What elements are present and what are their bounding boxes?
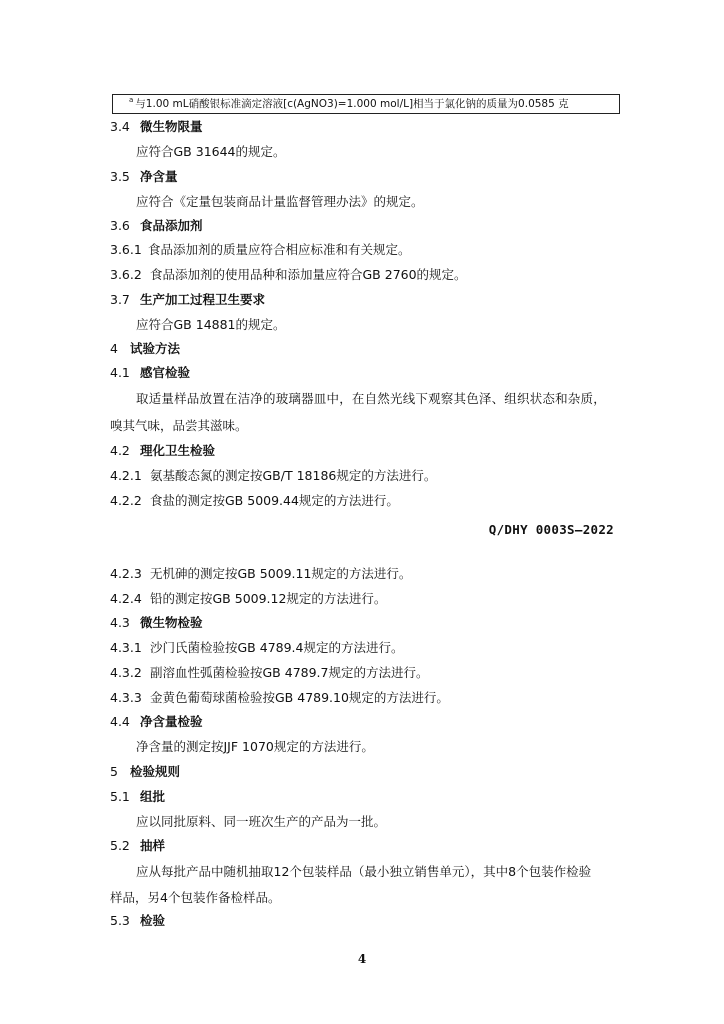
clause-4-3-1: 4.3.1 沙门氏菌检验按GB 4789.4规定的方法进行。 (110, 640, 404, 655)
footnote-marker: a (129, 96, 134, 104)
document-code: Q/DHY 0003S—2022 (488, 522, 614, 537)
clause-4-2-4: 4.2.4 铅的测定按GB 5009.12规定的方法进行。 (110, 591, 387, 606)
heading-4-2: 4.2 理化卫生检验 (110, 443, 216, 458)
heading-3-5: 3.5 净含量 (110, 169, 178, 184)
table-footnote (112, 94, 620, 114)
body-4-1-line2: 嗅其气味，品尝其滋味。 (110, 418, 248, 433)
body-5-1: 应以同批原料、同一班次生产的产品为一批。 (136, 814, 387, 829)
heading-3-6: 3.6 食品添加剂 (110, 218, 203, 233)
heading-4-3: 4.3 微生物检验 (110, 615, 203, 630)
body-5-2-line2: 样品，另4个包装作备检样品。 (110, 890, 281, 905)
clause-4-3-2: 4.3.2 副溶血性弧菌检验按GB 4789.7规定的方法进行。 (110, 665, 429, 680)
heading-3-4: 3.4 微生物限量 (110, 119, 203, 134)
body-3-7: 应符合GB 14881的规定。 (136, 317, 286, 332)
body-5-2-line1: 应从每批产品中随机抽取12个包装样品（最小独立销售单元），其中8个包装作检验 (136, 864, 592, 879)
clause-3-6-2: 3.6.2 食品添加剂的使用品种和添加量应符合GB 2760的规定。 (110, 267, 467, 282)
clause-4-2-2: 4.2.2 食盐的测定按GB 5009.44规定的方法进行。 (110, 493, 399, 508)
body-3-4: 应符合GB 31644的规定。 (136, 144, 286, 159)
heading-4: 4 试验方法 (110, 341, 181, 356)
page-number: 4 (357, 952, 367, 966)
body-3-5: 应符合《定量包装商品计量监督管理办法》的规定。 (136, 194, 424, 209)
footnote-text: 与1.00 mL硝酸银标准滴定溶液[c(AgNO3)=1.000 mol/L]相当于氯化钠的质量为0.0585 克 (135, 98, 569, 110)
clause-3-6-1: 3.6.1 食品添加剂的质量应符合相应标准和有关规定。 (110, 242, 411, 257)
heading-3-7: 3.7 生产加工过程卫生要求 (110, 292, 266, 307)
clause-4-2-1: 4.2.1 氨基酸态氮的测定按GB/T 18186规定的方法进行。 (110, 468, 437, 483)
heading-5: 5 检验规则 (110, 764, 181, 779)
heading-4-1: 4.1 感官检验 (110, 365, 191, 380)
heading-5-2: 5.2 抽样 (110, 838, 166, 853)
clause-4-3-3: 4.3.3 金黄色葡萄球菌检验按GB 4789.10规定的方法进行。 (110, 690, 449, 705)
heading-4-4: 4.4 净含量检验 (110, 714, 203, 729)
heading-5-3: 5.3 检验 (110, 913, 166, 928)
body-4-1-line1: 取适量样品放置在洁净的玻璃器皿中，在自然光线下观察其色泽、组织状态和杂质， (136, 391, 606, 406)
body-4-4: 净含量的测定按JJF 1070规定的方法进行。 (136, 739, 374, 754)
clause-4-2-3: 4.2.3 无机砷的测定按GB 5009.11规定的方法进行。 (110, 566, 412, 581)
heading-5-1: 5.1 组批 (110, 789, 166, 804)
